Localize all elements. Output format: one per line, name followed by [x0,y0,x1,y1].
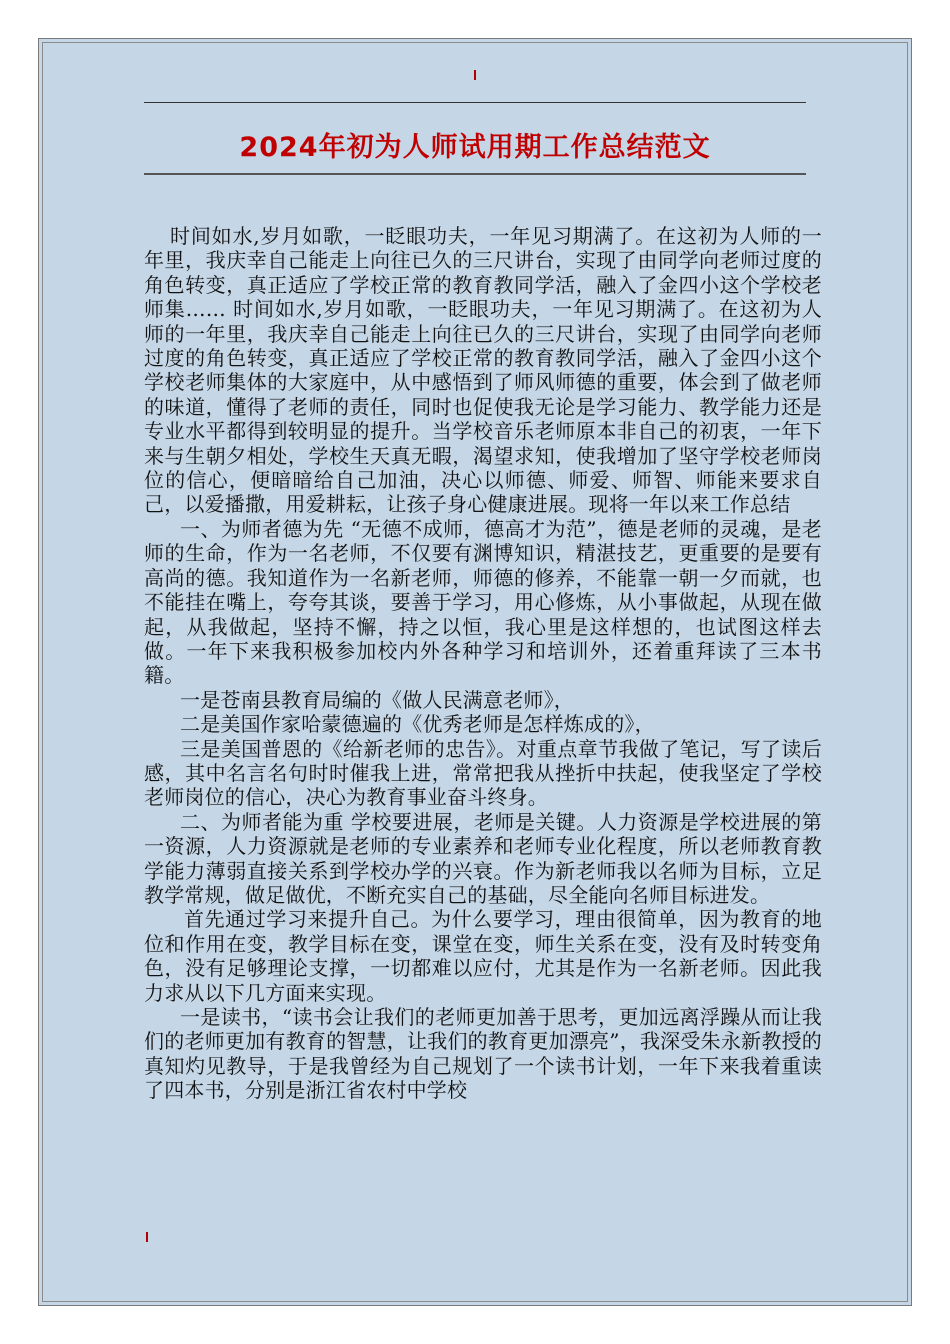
paragraph-book-two: 二是美国作家哈蒙德遍的《优秀老师是怎样炼成的》， [180,712,655,737]
header-rule [144,102,806,103]
paragraph-section-one: 一、为师者德为先 “无德不成师，德高才为范”，德是老师的灵魂，是老师的生命，作为一名老师，不仅要有渊博知识，精湛技艺，更重要的是要有高尚的德。我知道作为一名新老师，师德的修养，不能靠一朝一夕而就，也不能挂在嘴上，夸夸其谈，要善于学习，用心修炼，从小事做起，从现在做起，从我做起，坚持不懈，持之以恒，我心里是这样想的，也试图这样去做。一年下来我积极参加校内外各种学习和培训外，还着重拜读了三本书籍。 [144,516,822,688]
paragraph-book-one: 一是苍南县教育局编的《做人民满意老师》， [180,687,574,712]
footer-mark [146,1232,148,1242]
paragraph-intro: 时间如水,岁月如歌，一眨眼功夫，一年见习期满了。在这初为人师的一年里，我庆幸自己能走上向往已久的三尺讲台，实现了由同学向老师过度的角色转变，真正适应了学校正常的教育教同学活，融入了金四小这个学校老师集…… 时间如水,岁月如歌，一眨眼功夫，一年见习期满了。在这初为人师的一年里，我庆幸自己能走上向往已久的三尺讲台，实现了由同学向老师过度的角色转变，真正适应了学校正常的教育教同学活，融入了金四小这个学校老师集体的大家庭中，从中感悟到了师风师德的重要，体会到了做老师的味道，懂得了老师的责任，同时也促使我无论是学习能力、教学能力还是专业水平都得到较明显的提升。当学校音乐老师原本非自己的初衷，一年下来与生朝夕相处，学校生天真无暇，渴望求知，使我增加了坚守学校老师岗位的信心，便暗暗给自己加油，决心以师德、师爱、师智、师能来要求自己，以爱播撒，用爱耕耘，让孩子身心健康进展。现将一年以来工作总结 [144,224,822,517]
paragraph-book-three: 三是美国普恩的《给新老师的忠告》。对重点章节我做了笔记，写了读后感，其中名言名句时时催我上进，常常把我从挫折中扶起，使我坚定了学校老师岗位的信心，决心为教育事业奋斗终身。 [144,736,822,810]
paragraph-section-two: 二、为师者能为重 学校要进展，老师是关键。人力资源是学校进展的第一资源，人力资源就是老师的专业素养和老师专业化程度，所以老师教育教学能力薄弱直接关系到学校办学的兴衰。作为新老师我以名师为目标，立足教学常规，做足做优，不断充实自己的基础，尽全能向名师目标进发。 [144,809,822,907]
paragraph-learning: 首先通过学习来提升自己。为什么要学习，理由很简单，因为教育的地位和作用在变，教学目标在变，课堂在变，师生关系在变，没有及时转变角色，没有足够理论支撑，一切都难以应付，尤其是作为一名新老师。因此我力求从以下几方面来实现。 [144,907,822,1005]
document-title: 2024年初为人师试用期工作总结范文 [239,132,711,163]
document-body [144,224,822,1103]
header-mark [474,70,476,80]
paragraph-reading: 一是读书，“读书会让我们的老师更加善于思考，更加远离浮躁从而让我们的老师更加有教育的智慧，让我们的教育更加漂亮”，我深受朱永新教授的真知灼见教导，于是我曾经为自己规划了一个读书计划，一年下来我着重读了四本书，分别是浙江省农村中学校 [144,1005,822,1103]
title-underline [144,173,806,175]
